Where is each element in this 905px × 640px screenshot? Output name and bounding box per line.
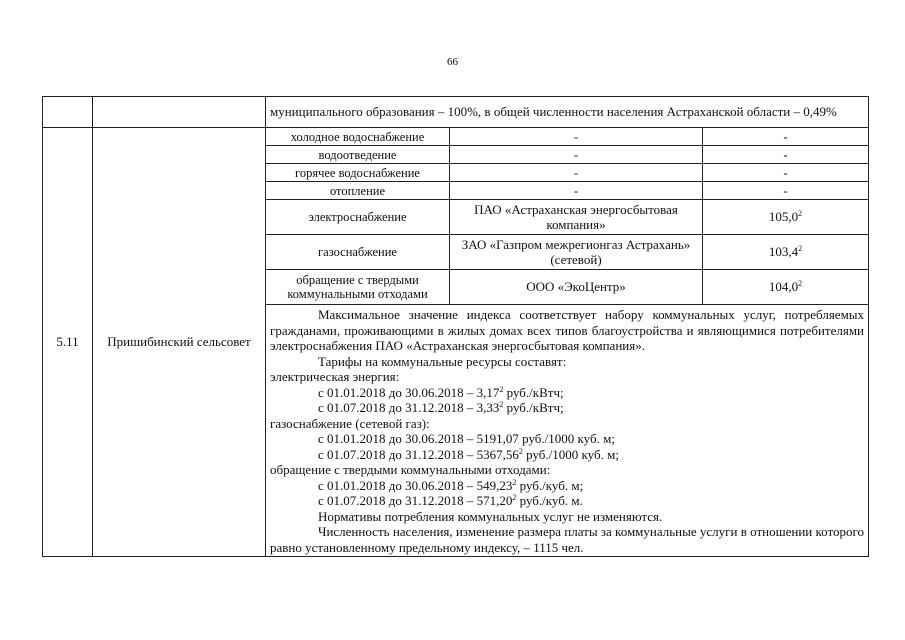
footnote-mark: 2 [499, 384, 504, 394]
service-name: отопление [266, 182, 450, 200]
service-name: горячее водоснабжение [266, 164, 450, 182]
service-provider: - [450, 164, 703, 182]
service-name: электроснабжение [266, 200, 450, 235]
page-number: 66 [447, 56, 458, 68]
service-row [43, 128, 869, 146]
service-index-cell [703, 270, 869, 305]
service-index: 104,0 [768, 279, 799, 295]
tariff-line: с 01.01.2018 до 30.06.2018 – 5191,07 руб./1000 куб. м; [318, 431, 615, 446]
footnote-mark: 2 [798, 279, 803, 289]
service-provider: - [450, 182, 703, 200]
service-index: - [703, 182, 869, 200]
footnote-mark: 2 [512, 493, 517, 502]
service-name: обращение с твердыми коммунальными отходами [266, 270, 450, 305]
tariff-line: с 01.07.2018 до 31.12.2018 – 571,20$^2$ руб./куб. м. [318, 493, 583, 508]
tariff-line: с 01.07.2018 до 31.12.2018 – 5367,56$^2$ руб./1000 куб. м; [318, 446, 619, 462]
norms-paragraph: Нормативы потребления коммунальных услуг не изменяются. [318, 508, 663, 524]
service-name: холодное водоснабжение [266, 128, 450, 146]
footnote-mark: 2 [798, 244, 803, 254]
continuation-text: муниципального образования – 100%, в общей численности населения Астраханской области – 0,49% [266, 97, 869, 128]
intro-paragraph: Максимальное значение индекса соответствует набору коммунальных услуг, потребляемых гражданами, проживающими в жилых домах всех типов благоустройства и являющимися потребителями электроснабжения ПАО «Астраханская энергосбытовая компания». [270, 307, 865, 353]
service-provider: ООО «ЭкоЦентр» [450, 270, 703, 305]
service-provider: ЗАО «Газпром межрегионгаз Астрахань» (сетевой) [450, 235, 703, 270]
service-index: - [703, 128, 869, 146]
footnote-mark: 2 [512, 477, 517, 487]
tariff-line: с 01.01.2018 до 30.06.2018 – 3,17$^2$ руб./кВтч; [318, 384, 564, 400]
population-paragraph: Численность населения, изменение размера платы за коммунальные услуги в отношении которого равно установленному предельному индексу, – 1115 чел. [270, 524, 865, 555]
electricity-label: электрическая энергия: [270, 369, 400, 384]
service-name: газоснабжение [266, 235, 450, 270]
description-cell [266, 305, 869, 557]
service-index: - [703, 164, 869, 182]
service-index: 105,0 [768, 209, 799, 225]
tariff-line: с 01.07.2018 до 31.12.2018 – 3,33$^2$ руб./кВтч; [318, 400, 564, 415]
tariff-line: с 01.01.2018 до 30.06.2018 – 549,23$^2$ руб./куб. м; [318, 477, 584, 493]
tariffs-heading: Тарифы на коммунальные ресурсы составят: [318, 353, 567, 369]
footnote-mark: 2 [499, 400, 504, 409]
service-index: 103,4 [768, 244, 799, 260]
entry-name: Пришибинский сельсовет [93, 128, 266, 557]
service-index-cell [703, 200, 869, 235]
continuation-row [43, 97, 869, 128]
tariff-table [42, 96, 869, 557]
service-provider: - [450, 146, 703, 164]
entry-number: 5.11 [43, 128, 93, 557]
gas-label: газоснабжение (сетевой газ): [270, 415, 430, 431]
continuation-num-cell [43, 97, 93, 128]
service-provider: ПАО «Астраханская энергосбытовая компания» [450, 200, 703, 235]
footnote-mark: 2 [798, 209, 803, 219]
footnote-mark: 2 [518, 446, 523, 456]
waste-label: обращение с твердыми коммунальными отходами: [270, 462, 551, 477]
service-index: - [703, 146, 869, 164]
service-index-cell [703, 235, 869, 270]
continuation-name-cell [93, 97, 266, 128]
service-name: водоотведение [266, 146, 450, 164]
service-provider: - [450, 128, 703, 146]
